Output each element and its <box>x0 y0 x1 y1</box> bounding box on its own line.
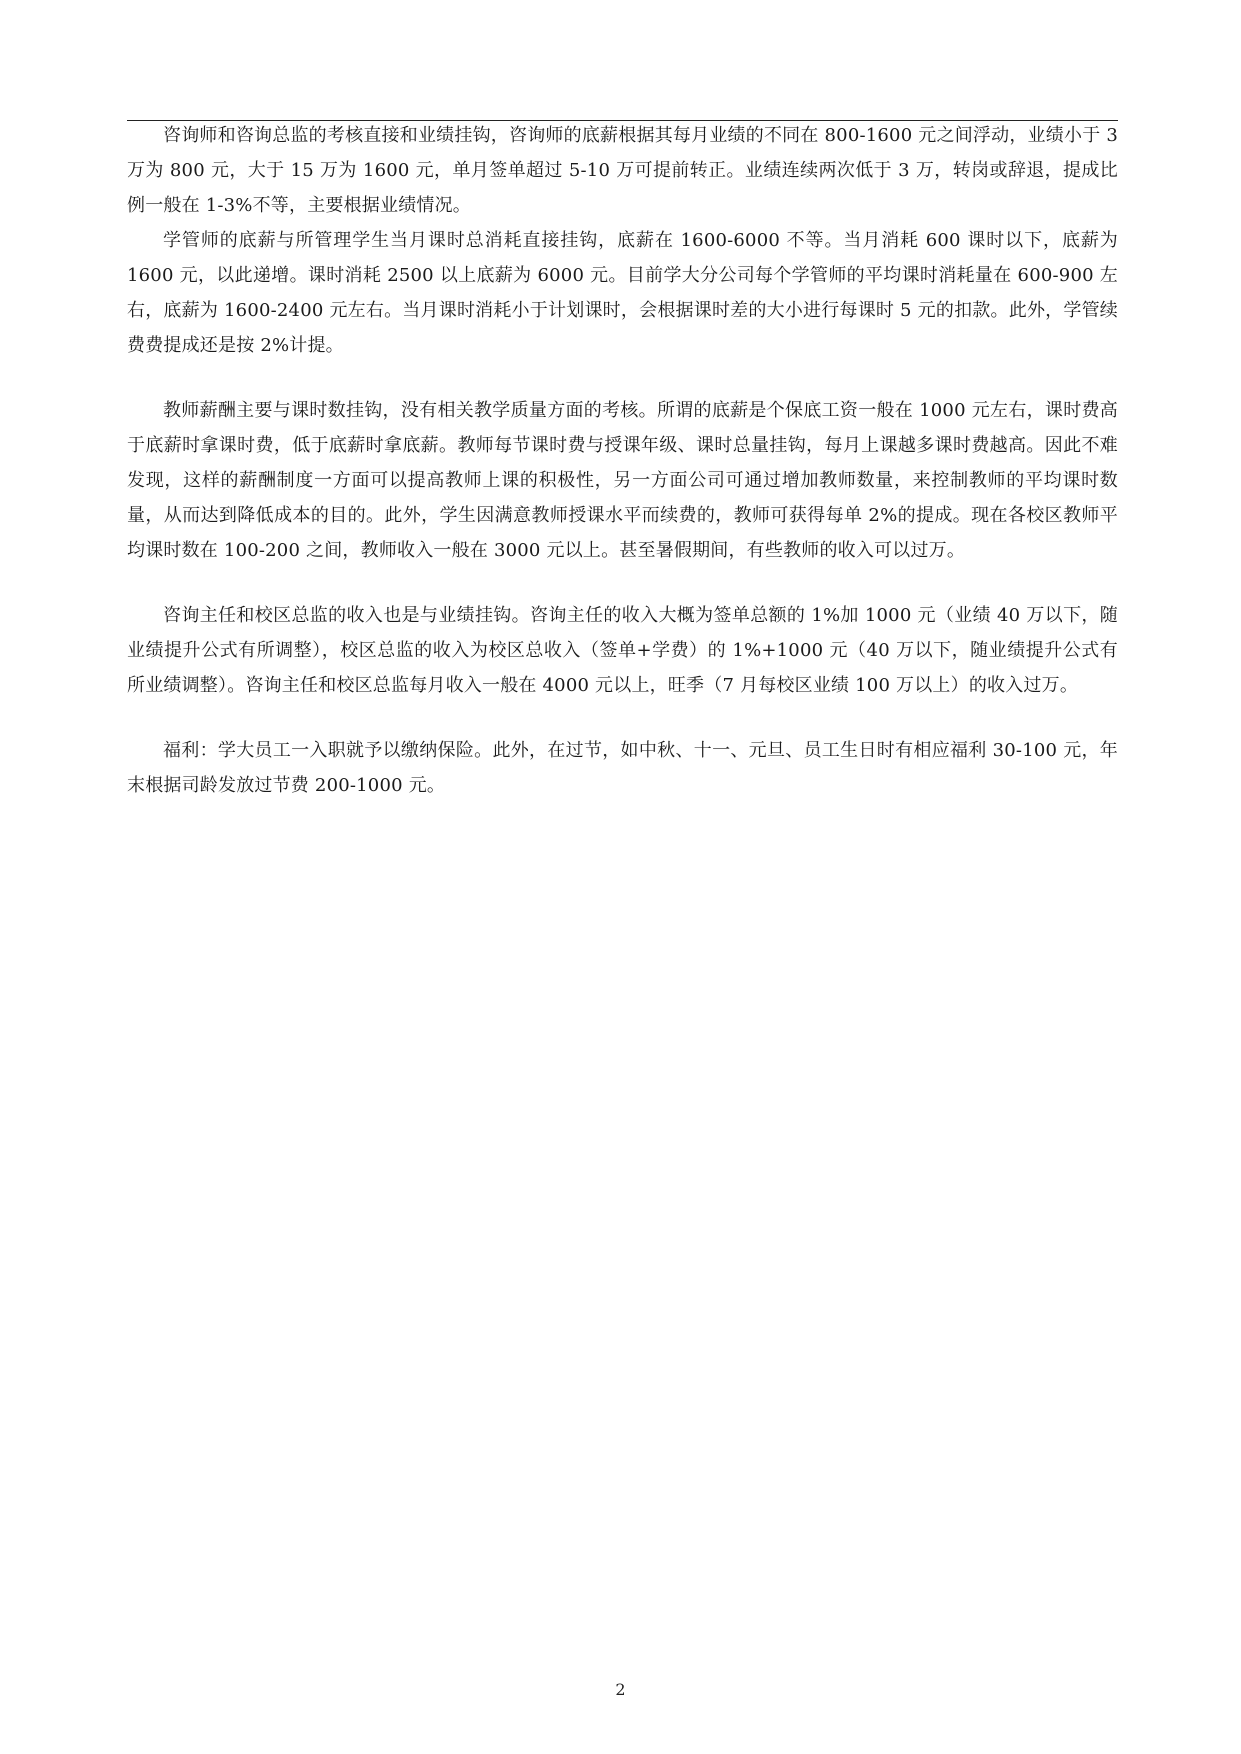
paragraph-academic-manager-pay: 学管师的底薪与所管理学生当月课时总消耗直接挂钩，底薪在 1600-6000 不等。当月消耗 600 课时以下，底薪为 1600 元，以此递增。课时消耗 2500 以上底薪为 6000 元。目前学大分公司每个学管师的平均课时消耗量在 600-900 左右，底薪为 1600-2400 元左右。当月课时消耗小于计划课时，会根据课时差的大小进行每课时 5 元的扣款。此外，学管续费费提成还是按 2%计提。 <box>127 230 1118 356</box>
paragraph-teacher-pay: 教师薪酬主要与课时数挂钩，没有相关教学质量方面的考核。所谓的底薪是个保底工资一般在 1000 元左右，课时费高于底薪时拿课时费，低于底薪时拿底薪。教师每节课时费与授课年级、课时总量挂钩，每月上课越多课时费越高。因此不难发现，这样的薪酬制度一方面可以提高教师上课的积极性，另一方面公司可通过增加教师数量，来控制教师的平均课时数量，从而达到降低成本的目的。此外，学生因满意教师授课水平而续费的，教师可获得每单 2%的提成。现在各校区教师平均课时数在 100-200 之间，教师收入一般在 3000 元以上。甚至暑假期间，有些教师的收入可以过万。 <box>127 400 1118 561</box>
page-number: 2 <box>615 1680 626 1699</box>
paragraph-benefits: 福利：学大员工一入职就予以缴纳保险。此外，在过节，如中秋、十一、元旦、员工生日时有相应福利 30-100 元，年末根据司龄发放过节费 200-1000 元。 <box>127 740 1118 796</box>
paragraph-consultant-pay: 咨询师和咨询总监的考核直接和业绩挂钩，咨询师的底薪根据其每月业绩的不同在 800-1600 元之间浮动，业绩小于 3 万为 800 元，大于 15 万为 1600 元，单月签单超过 5-10 万可提前转正。业绩连续两次低于 3 万，转岗或辞退，提成比例一般在 1-3%不等，主要根据业绩情况。 <box>127 125 1118 216</box>
paragraph-director-pay: 咨询主任和校区总监的收入也是与业绩挂钩。咨询主任的收入大概为签单总额的 1%加 1000 元（业绩 40 万以下，随业绩提升公式有所调整），校区总监的收入为校区总收入（签单+学费）的 1%+1000 元（40 万以下，随业绩提升公式有所业绩调整）。咨询主任和校区总监每月收入一般在 4000 元以上，旺季（7 月每校区业绩 100 万以上）的收入过万。 <box>127 605 1118 696</box>
document-body <box>127 118 1118 803</box>
